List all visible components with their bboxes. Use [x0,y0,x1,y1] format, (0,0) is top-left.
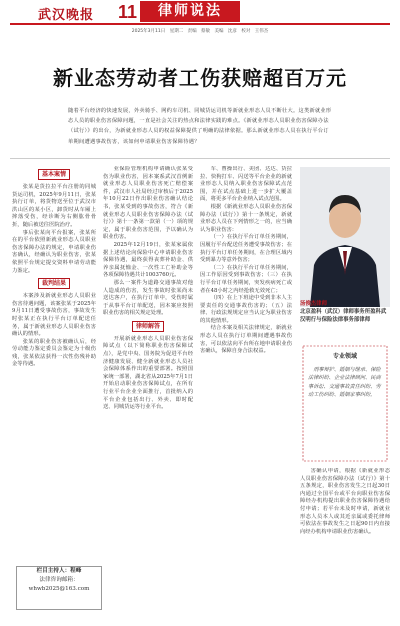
author-caption [300,300,390,324]
paragraph: 害确认申请，根据《新就业形态人员职业伤害保障办法（试行）》第十五条规定，职业伤害发生之日起30日内通过全国平台或平台向职业伤害保障经办机构提出职业伤害保障待遇给付申请；若平台未及时申请，新就业形态人员本人或其近亲属或委托律师可依法在事故发生之日起90日内直接向经办机构申请职业伤害确认。 [300,468,390,535]
column-4 [300,468,390,620]
paragraph: 事后张某向平台报案，张某所在的平台依照新就业形态人员职业伤害保障办法的规定，申请职业伤害确认，经确认为职业伤害，张某依照平台规定提交资料申请劳动能力鉴定。 [12,229,96,274]
masthead [0,0,400,26]
paragraph: 结合本案及相关法律规定，新就业形态人员在执行订单期间遭遇事故伤害，可以依法向平台所在地申请职业伤害确认，保障自身合法权益。 [200,325,292,355]
author-firm: 北京盈科（武汉）律师事务所盈科武汉明行与保险法律事务部律师 [300,309,387,323]
section-heading-ruling: 裁判结果 [38,278,70,289]
column-host: 栏目主持人：程峰 [36,568,82,574]
paragraph: 车、曹操出行、美团、达达、货拉拉、快狗打车、闪送等平台企业的新就业形态人员纳入职业伤害保障试点范围，并在试点基础上进一步扩大覆盖面，将更多平台企业纳入试点范围。 [200,166,292,203]
contact-email[interactable]: whwb2025@163.com [28,586,90,592]
masthead-rule [10,23,390,25]
paragraph: 张某是货拉拉平台注册的同城货运司机，2025年9月11日，张某执行订单，将货物送至位于武汉市洪山区的某小区，卸货时从车厢上摔落受伤，经诊断为右侧肱骨骨折，随后被送往医院治疗。 [12,184,96,228]
expertise-text: 刑事辩护、婚姻与继承、保险法律纠纷、企业法律顾问、民商事诉讼、交通事故责任纠纷、劳动工伤纠纷、婚姻家事纠纷。 [308,367,381,399]
paragraph: 开展新就业形态人员职业伤害保障试点（以下简称职业伤害保障试点），是党中央、国务院为促进平台经济健康发展、健全新就业形态人员社会保障体系作出的重要部署。按照国家统一部署，湖北省从2025年7月1日开始启动职业伤害保障试点，在所有行业平台企业全面推行，首批纳入的平台企业包括出行、外卖、即时配送、同城货运等行业平台。 [103,335,193,411]
column-3 [200,166,292,621]
column-2 [103,166,193,621]
lead-divider [10,158,390,159]
paragraph: 根据《新就业形态人员职业伤害保障办法（试行）》第十一条规定，新就业形态人员在下列情形之一的，应当确认为职业伤害： [200,203,292,233]
article-lead: 随着平台经济的快速发展，外卖骑手、网约车司机、同城货运司机等新就业形态人员不断壮大。这类新就业形态人员的职业伤害保障问题，一直是社会关注的热点和法律实践的难点。《新就业形态人员职业伤害保障办法（试行）》的出台，为新就业形态人员的权益保障提供了明确的法律依据。那么新就业形态人员在执行平台订单期间遭遇事故伤害，该如何申请职业伤害保障待遇？ [68,108,332,145]
paragraph: 张某的职业伤害被确认后，经劳动能力鉴定委员会鉴定为十级伤残，张某依法获得一次性伤残补助金等待遇。 [12,338,96,368]
expertise-box [300,345,390,463]
expertise-title: 专业领域 [332,353,357,360]
paragraph: （四）在上下班途中受到非本人主要责任的交通事故伤害的；（五）法律、行政法规规定应当认定为职业伤害的其他情形。 [200,295,292,324]
section-heading-lawyer-answer: 律师解答 [132,321,164,332]
paragraph: （二）在执行平台订单任务期间，因工作原因受到事故伤害；（三）在执行平台订单任务期间，突发疾病死亡或者在48小时之内经抢救无效死亡； [200,264,292,294]
column-1 [12,166,96,566]
author-name: 汤俊杰律师 [300,301,327,307]
article-headline: 新业态劳动者工伤获赔超百万元 [53,66,347,90]
paragraph: 本案涉及新就业形态人员职业伤害待遇问题，该案张某于2025年9月11日遭受事故伤害，事故发生时张某正在执行平台订单配送任务，属于新就业形态人员职业伤害确认的情形。 [12,293,96,338]
author-photo [300,167,390,307]
expertise-frame [300,345,390,463]
section-heading-basic-facts: 基本案情 [38,169,70,180]
paragraph: 那么一案件为道路交通事故对他人造成的伤害，发生事故时张某尚未送达客户，在执行订单中，受伤时属于从事平台订单配送，因本案应按照职业伤害的相关规定处理。 [103,279,193,317]
contact-box [16,566,102,610]
portrait-image [300,167,390,307]
paragraph: 2025年12月19日，张某家属依据上述结论向保险中心申请职业伤害保障待遇，最终获得丧葬补助金、供养亲属抚恤金、一次性工亡补助金等各项保障待遇共计1003760元。 [103,241,193,279]
paragraph: （一）在执行平台订单任务期间，因履行平台配送任务遭受事故伤害；在执行平台订单任务期间，在合理区域内受到暴力等意外伤害； [200,234,292,264]
email-label: 法律咨询邮箱： [39,577,79,583]
newspaper-logo: 武汉晚报 [38,8,95,23]
page-number: 11 [118,2,138,22]
column-title: 律师说法 [140,1,240,22]
dateline: 2025年3月11日 星期二 责编 蔡敏 美编 沈彦 校对 王伟杰 [131,29,269,34]
paragraph: 业保险管理机构申请确认张某受伤为职业伤害，因本案系武汉首例新就业形态人员职业伤害死亡赔偿案件，武汉市人社局经过审核后于2025年10月22日作出职业伤害确认结论书，张某受到的事故伤害，符合《新就业形态人员职业伤害保障办法（试行）》第十一条第一款第（一）项的规定，属于职业伤害范围，予以确认为职业伤害。 [103,166,193,241]
